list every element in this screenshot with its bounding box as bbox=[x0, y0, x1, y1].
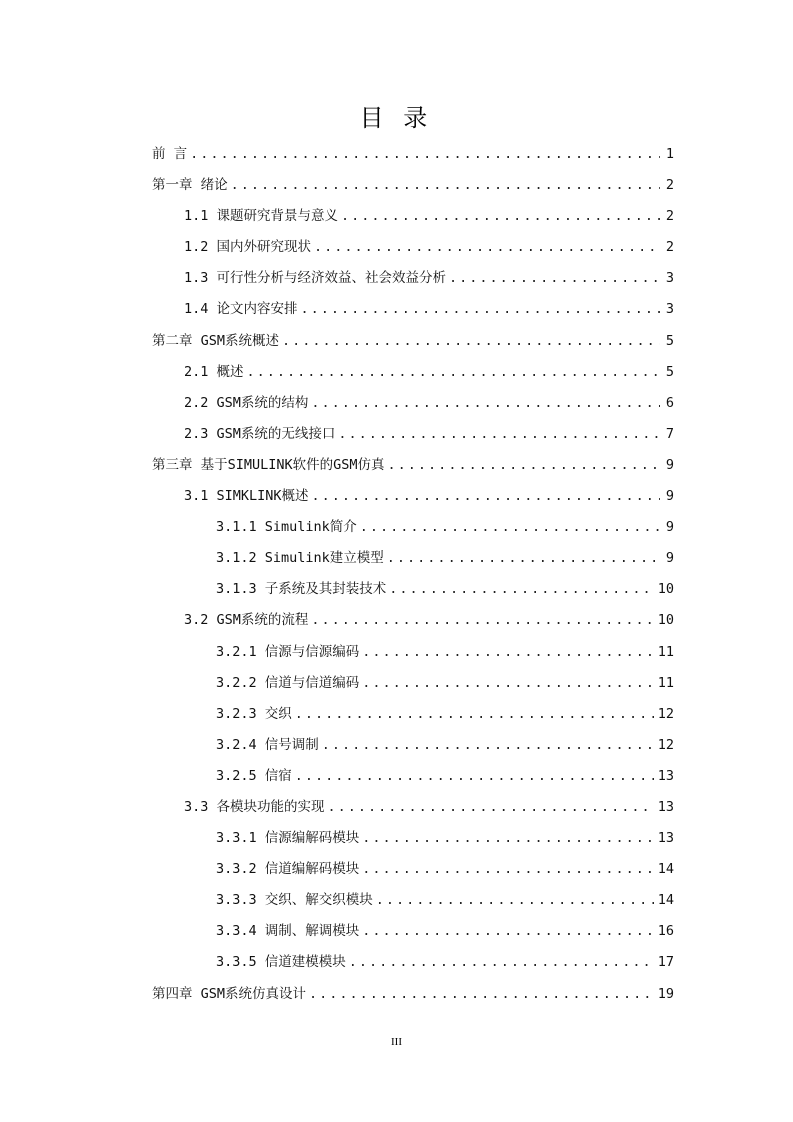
toc-entry-label: 1.2 国内外研究现状 bbox=[184, 239, 312, 256]
toc-entry-label: 2.2 GSM系统的结构 bbox=[184, 394, 309, 411]
toc-entry-page: 2 bbox=[665, 208, 674, 225]
toc-entry-page: 9 bbox=[665, 550, 674, 567]
toc-entry-page: 13 bbox=[657, 798, 674, 815]
toc-dot-leader bbox=[349, 949, 654, 975]
toc-entry-label: 3.2.2 信道与信道编码 bbox=[216, 674, 360, 691]
toc-entry[interactable] bbox=[152, 639, 674, 670]
toc-entry[interactable] bbox=[152, 296, 674, 327]
toc-dot-leader bbox=[449, 265, 660, 291]
toc-entry-label: 2.1 概述 bbox=[184, 363, 244, 380]
toc-dot-leader bbox=[311, 390, 660, 416]
toc-entry[interactable] bbox=[152, 981, 674, 1012]
toc-entry[interactable] bbox=[152, 203, 674, 234]
toc-entry[interactable] bbox=[152, 514, 674, 545]
toc-dot-leader bbox=[362, 639, 653, 665]
toc-entry-label: 3.3 各模块功能的实现 bbox=[184, 798, 325, 815]
toc-entry-label: 3.3.2 信道编解码模块 bbox=[216, 861, 360, 878]
toc-entry[interactable] bbox=[152, 452, 674, 483]
toc-dot-leader bbox=[388, 452, 660, 478]
toc-entry-label: 1.1 课题研究背景与意义 bbox=[184, 208, 339, 225]
toc-dot-leader bbox=[360, 514, 660, 540]
toc-dot-leader bbox=[282, 328, 660, 354]
toc-entry[interactable] bbox=[152, 763, 674, 794]
toc-entry[interactable] bbox=[152, 949, 674, 980]
toc-entry[interactable] bbox=[152, 701, 674, 732]
toc-entry[interactable] bbox=[152, 545, 674, 576]
toc-entry-page: 7 bbox=[665, 425, 674, 442]
toc-dot-leader bbox=[362, 856, 653, 882]
toc-entry[interactable] bbox=[152, 918, 674, 949]
toc-entry-page: 1 bbox=[665, 146, 674, 162]
toc-entry-label: 第二章 GSM系统概述 bbox=[152, 332, 280, 349]
toc-entry-page: 19 bbox=[657, 985, 674, 1002]
toc-dot-leader bbox=[341, 203, 660, 229]
toc-dot-leader bbox=[362, 918, 653, 944]
toc-entry-page: 16 bbox=[657, 923, 674, 940]
toc-entry-page: 3 bbox=[665, 301, 674, 318]
toc-entry[interactable] bbox=[152, 794, 674, 825]
toc-entry-page: 14 bbox=[657, 892, 674, 909]
toc-entry[interactable] bbox=[152, 607, 674, 638]
toc-entry-page: 17 bbox=[657, 954, 674, 971]
toc-entry[interactable] bbox=[152, 172, 674, 203]
toc-entry-label: 3.1.1 Simulink简介 bbox=[216, 519, 357, 536]
toc-dot-leader bbox=[322, 732, 654, 758]
toc-entry-page: 13 bbox=[657, 830, 674, 847]
toc-entry[interactable] bbox=[152, 234, 674, 265]
toc-entry[interactable] bbox=[152, 141, 674, 172]
toc-dot-leader bbox=[301, 296, 660, 322]
toc-dot-leader bbox=[295, 763, 654, 789]
toc-entry-page: 5 bbox=[665, 332, 674, 349]
toc-entry-page: 12 bbox=[657, 736, 674, 753]
toc-entry[interactable] bbox=[152, 576, 674, 607]
toc-dot-leader bbox=[309, 981, 654, 1007]
toc-entry[interactable] bbox=[152, 390, 674, 421]
toc-entry-page: 5 bbox=[665, 363, 674, 380]
toc-entry-page: 6 bbox=[665, 394, 674, 411]
toc-entry-page: 2 bbox=[665, 239, 674, 256]
toc-entry-page: 14 bbox=[657, 861, 674, 878]
toc-entry-label: 3.2.3 交织 bbox=[216, 705, 292, 722]
toc-dot-leader bbox=[338, 421, 660, 447]
toc-entry-label: 第四章 GSM系统仿真设计 bbox=[152, 985, 307, 1002]
toc-entry-page: 11 bbox=[657, 643, 674, 660]
toc-entry-label: 3.3.1 信源编解码模块 bbox=[216, 830, 360, 847]
toc-entry-label: 3.1 SIMKLINK概述 bbox=[184, 488, 309, 505]
toc-entry-page: 12 bbox=[657, 705, 674, 722]
toc-dot-leader bbox=[387, 545, 660, 571]
toc-dot-leader bbox=[311, 607, 653, 633]
toc-entry-page: 3 bbox=[665, 270, 674, 287]
toc-entry-label: 2.3 GSM系统的无线接口 bbox=[184, 425, 336, 442]
toc-entry-label: 3.2.5 信宿 bbox=[216, 767, 292, 784]
toc-entry-label: 3.2 GSM系统的流程 bbox=[184, 612, 309, 629]
toc-entry[interactable] bbox=[152, 421, 674, 452]
toc-dot-leader bbox=[312, 483, 660, 509]
toc-entry-page: 11 bbox=[657, 674, 674, 691]
toc-entry-label: 3.2.1 信源与信源编码 bbox=[216, 643, 360, 660]
toc-entry-page: 2 bbox=[665, 177, 674, 194]
toc-entry-label: 3.3.3 交织、解交织模块 bbox=[216, 892, 373, 909]
toc-entry[interactable] bbox=[152, 825, 674, 856]
toc-dot-leader bbox=[190, 141, 660, 167]
toc-entry-label: 3.2.4 信号调制 bbox=[216, 736, 319, 753]
toc-dot-leader bbox=[328, 794, 654, 820]
toc-entry-label: 前 言 bbox=[152, 146, 188, 162]
toc-entry[interactable] bbox=[152, 483, 674, 514]
toc-entry[interactable] bbox=[152, 732, 674, 763]
page-number: III bbox=[391, 1036, 402, 1048]
toc-dot-leader bbox=[231, 172, 660, 198]
toc-entry[interactable] bbox=[152, 856, 674, 887]
toc-entry-label: 3.3.4 调制、解调模块 bbox=[216, 923, 360, 940]
toc-entry-page: 10 bbox=[657, 581, 674, 598]
toc-entry-page: 9 bbox=[665, 488, 674, 505]
toc-entry-label: 第一章 绪论 bbox=[152, 177, 228, 194]
table-of-contents bbox=[152, 141, 674, 1012]
toc-entry-label: 1.4 论文内容安排 bbox=[184, 301, 298, 318]
toc-dot-leader bbox=[247, 359, 660, 385]
toc-entry-label: 3.1.3 子系统及其封装技术 bbox=[216, 581, 387, 598]
toc-dot-leader bbox=[362, 825, 653, 851]
toc-entry-page: 10 bbox=[657, 612, 674, 629]
toc-entry-label: 3.1.2 Simulink建立模型 bbox=[216, 550, 384, 567]
toc-entry[interactable] bbox=[152, 265, 674, 296]
toc-entry-page: 9 bbox=[665, 519, 674, 536]
toc-dot-leader bbox=[362, 670, 653, 696]
toc-entry[interactable] bbox=[152, 328, 674, 359]
toc-entry-label: 第三章 基于SIMULINK软件的GSM仿真 bbox=[152, 456, 385, 473]
toc-entry[interactable] bbox=[152, 670, 674, 701]
toc-entry[interactable] bbox=[152, 887, 674, 918]
toc-title: 目 录 bbox=[359, 104, 434, 132]
toc-entry-page: 13 bbox=[657, 767, 674, 784]
toc-dot-leader bbox=[295, 701, 654, 727]
toc-entry[interactable] bbox=[152, 359, 674, 390]
toc-dot-leader bbox=[314, 234, 660, 260]
toc-entry-page: 9 bbox=[665, 456, 674, 473]
toc-entry-label: 3.3.5 信道建模模块 bbox=[216, 954, 346, 971]
toc-dot-leader bbox=[376, 887, 654, 913]
toc-dot-leader bbox=[389, 576, 653, 602]
toc-entry-label: 1.3 可行性分析与经济效益、社会效益分析 bbox=[184, 270, 447, 287]
